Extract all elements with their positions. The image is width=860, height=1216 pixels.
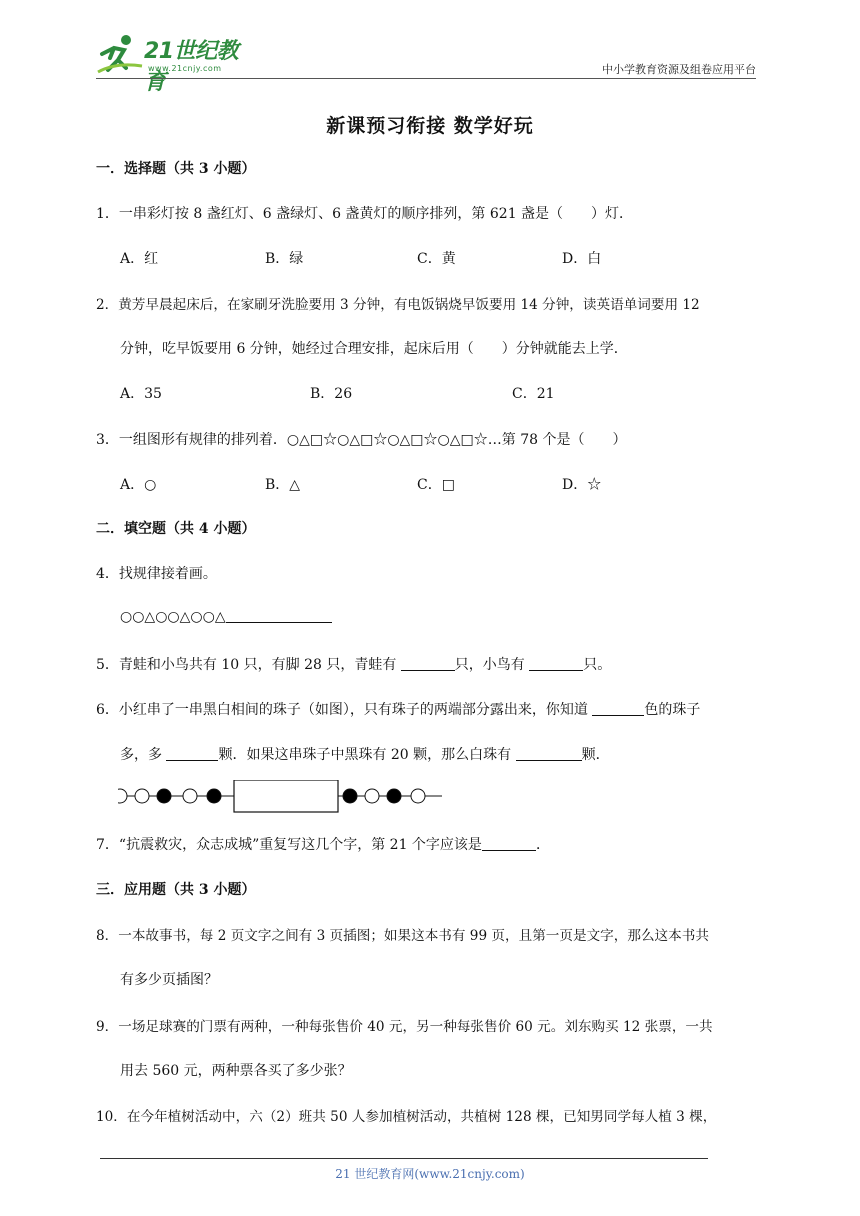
q5-bird-blank[interactable] <box>529 657 583 671</box>
bead-left-1 <box>118 789 127 803</box>
q2-option-a: A．35 <box>120 386 162 402</box>
question-2-line-2: 分钟，吃早饭要用 6 分钟，她经过合理安排，起床后用（ ）分钟就能去上学． <box>120 341 628 357</box>
site-logo[interactable] <box>96 32 256 95</box>
cover-box <box>234 780 338 812</box>
question-2-line-1: 2．黄芳早晨起床后，在家刷牙洗脸要用 3 分钟，有电饭锅烧早饭要用 14 分钟，读英语单词要用 12 <box>96 297 700 313</box>
platform-tagline: 中小学教育资源及组卷应用平台 <box>602 63 756 76</box>
q2-option-c: C．21 <box>512 386 555 402</box>
beads-figure <box>118 780 448 814</box>
q6-difference-blank[interactable] <box>166 747 218 761</box>
q4-answer-blank[interactable] <box>226 609 332 623</box>
header-divider <box>96 78 756 79</box>
q1-option-c: C．黄 <box>417 251 456 267</box>
q4-pattern: ○○△○○△○○△ <box>120 609 226 625</box>
logo-text: 21世纪教育 <box>144 39 239 95</box>
q3-option-b: B．△ <box>265 477 301 493</box>
bead-left-3 <box>157 789 171 803</box>
bead-right-4 <box>411 789 425 803</box>
footer-divider <box>100 1158 708 1159</box>
section-heading-choice: 一．选择题（共 3 小题） <box>96 161 256 177</box>
question-10-line-1: 10．在今年植树活动中，六（2）班共 50 人参加植树活动，共植树 128 棵，已知男同学每人植 3 棵， <box>96 1109 717 1125</box>
q7-text-2: ． <box>535 837 550 853</box>
q6-text-4: 颗．如果这串珠子中黑珠有 20 颗，那么白珠有 <box>218 747 516 763</box>
runner-logo-icon <box>96 32 144 76</box>
q6-text-1: 6．小红串了一串黑白相间的珠子（如图），只有珠子的两端部分露出来，你知道 <box>96 702 593 718</box>
page-title: 新课预习衔接 数学好玩 <box>326 115 534 137</box>
question-3: 3．一组图形有规律的排列着．○△□☆○△□☆○△□☆○△□☆…第 78 个是（ ） <box>96 432 627 448</box>
bead-left-2 <box>135 789 149 803</box>
question-9-line-2: 用去 560 元，两种票各买了多少张？ <box>120 1063 352 1079</box>
q5-text-2: 只，小鸟有 <box>454 657 530 673</box>
bead-right-1 <box>343 789 357 803</box>
q3-option-a: A．○ <box>120 477 157 493</box>
q5-frog-blank[interactable] <box>401 657 455 671</box>
question-8-line-2: 有多少页插图？ <box>120 972 218 988</box>
q5-text-1: 5．青蛙和小鸟共有 10 只，有脚 28 只，青蛙有 <box>96 657 401 673</box>
q6-text-3: 多，多 <box>120 747 167 763</box>
q3-option-c: C．□ <box>417 477 455 493</box>
section-heading-application: 三．应用题（共 3 小题） <box>96 882 256 898</box>
q1-option-a: A．红 <box>120 251 159 267</box>
q6-text-2: 色的珠子 <box>644 702 701 718</box>
bead-left-4 <box>183 789 197 803</box>
q1-option-d: D．白 <box>562 251 602 267</box>
logo-url: www.21cnjy.com <box>148 64 222 73</box>
q5-text-3: 只。 <box>583 657 612 673</box>
q3-option-d: D．☆ <box>562 477 602 493</box>
bead-right-2 <box>365 789 379 803</box>
q6-text-5: 颗． <box>581 747 610 763</box>
section-heading-fill: 二．填空题（共 4 小题） <box>96 521 256 537</box>
question-6-line-1 <box>96 699 700 719</box>
q2-option-b: B．26 <box>310 386 353 402</box>
question-9-line-1: 9．一场足球赛的门票有两种，一种每张售价 40 元，另一种每张售价 60 元。刘东购买 12 张票，一共 <box>96 1019 713 1035</box>
q6-white-count-blank[interactable] <box>516 747 582 761</box>
q4-pattern-row <box>120 609 332 625</box>
page-header <box>96 30 756 95</box>
question-6-line-2 <box>120 744 610 764</box>
q7-text-1: 7．“抗震救灾，众志成城”重复写这几个字，第 21 个字应该是 <box>96 837 482 853</box>
footer-link[interactable]: 21 世纪教育网(www.21cnjy.com) <box>335 1167 525 1181</box>
question-7 <box>96 834 550 854</box>
bead-left-5 <box>207 789 221 803</box>
question-4: 4．找规律接着画。 <box>96 566 217 582</box>
q7-answer-blank[interactable] <box>482 837 536 851</box>
q1-option-b: B．绿 <box>265 251 304 267</box>
q6-color-blank[interactable] <box>592 702 644 716</box>
question-8-line-1: 8．一本故事书，每 2 页文字之间有 3 页插图；如果这本书有 99 页，且第一页是文字，那么这本书共 <box>96 928 709 944</box>
question-5 <box>96 654 611 674</box>
question-1: 1．一串彩灯按 8 盏红灯、6 盏绿灯、6 盏黄灯的顺序排列，第 621 盏是（ ）灯． <box>96 206 634 222</box>
bead-right-3 <box>387 789 401 803</box>
